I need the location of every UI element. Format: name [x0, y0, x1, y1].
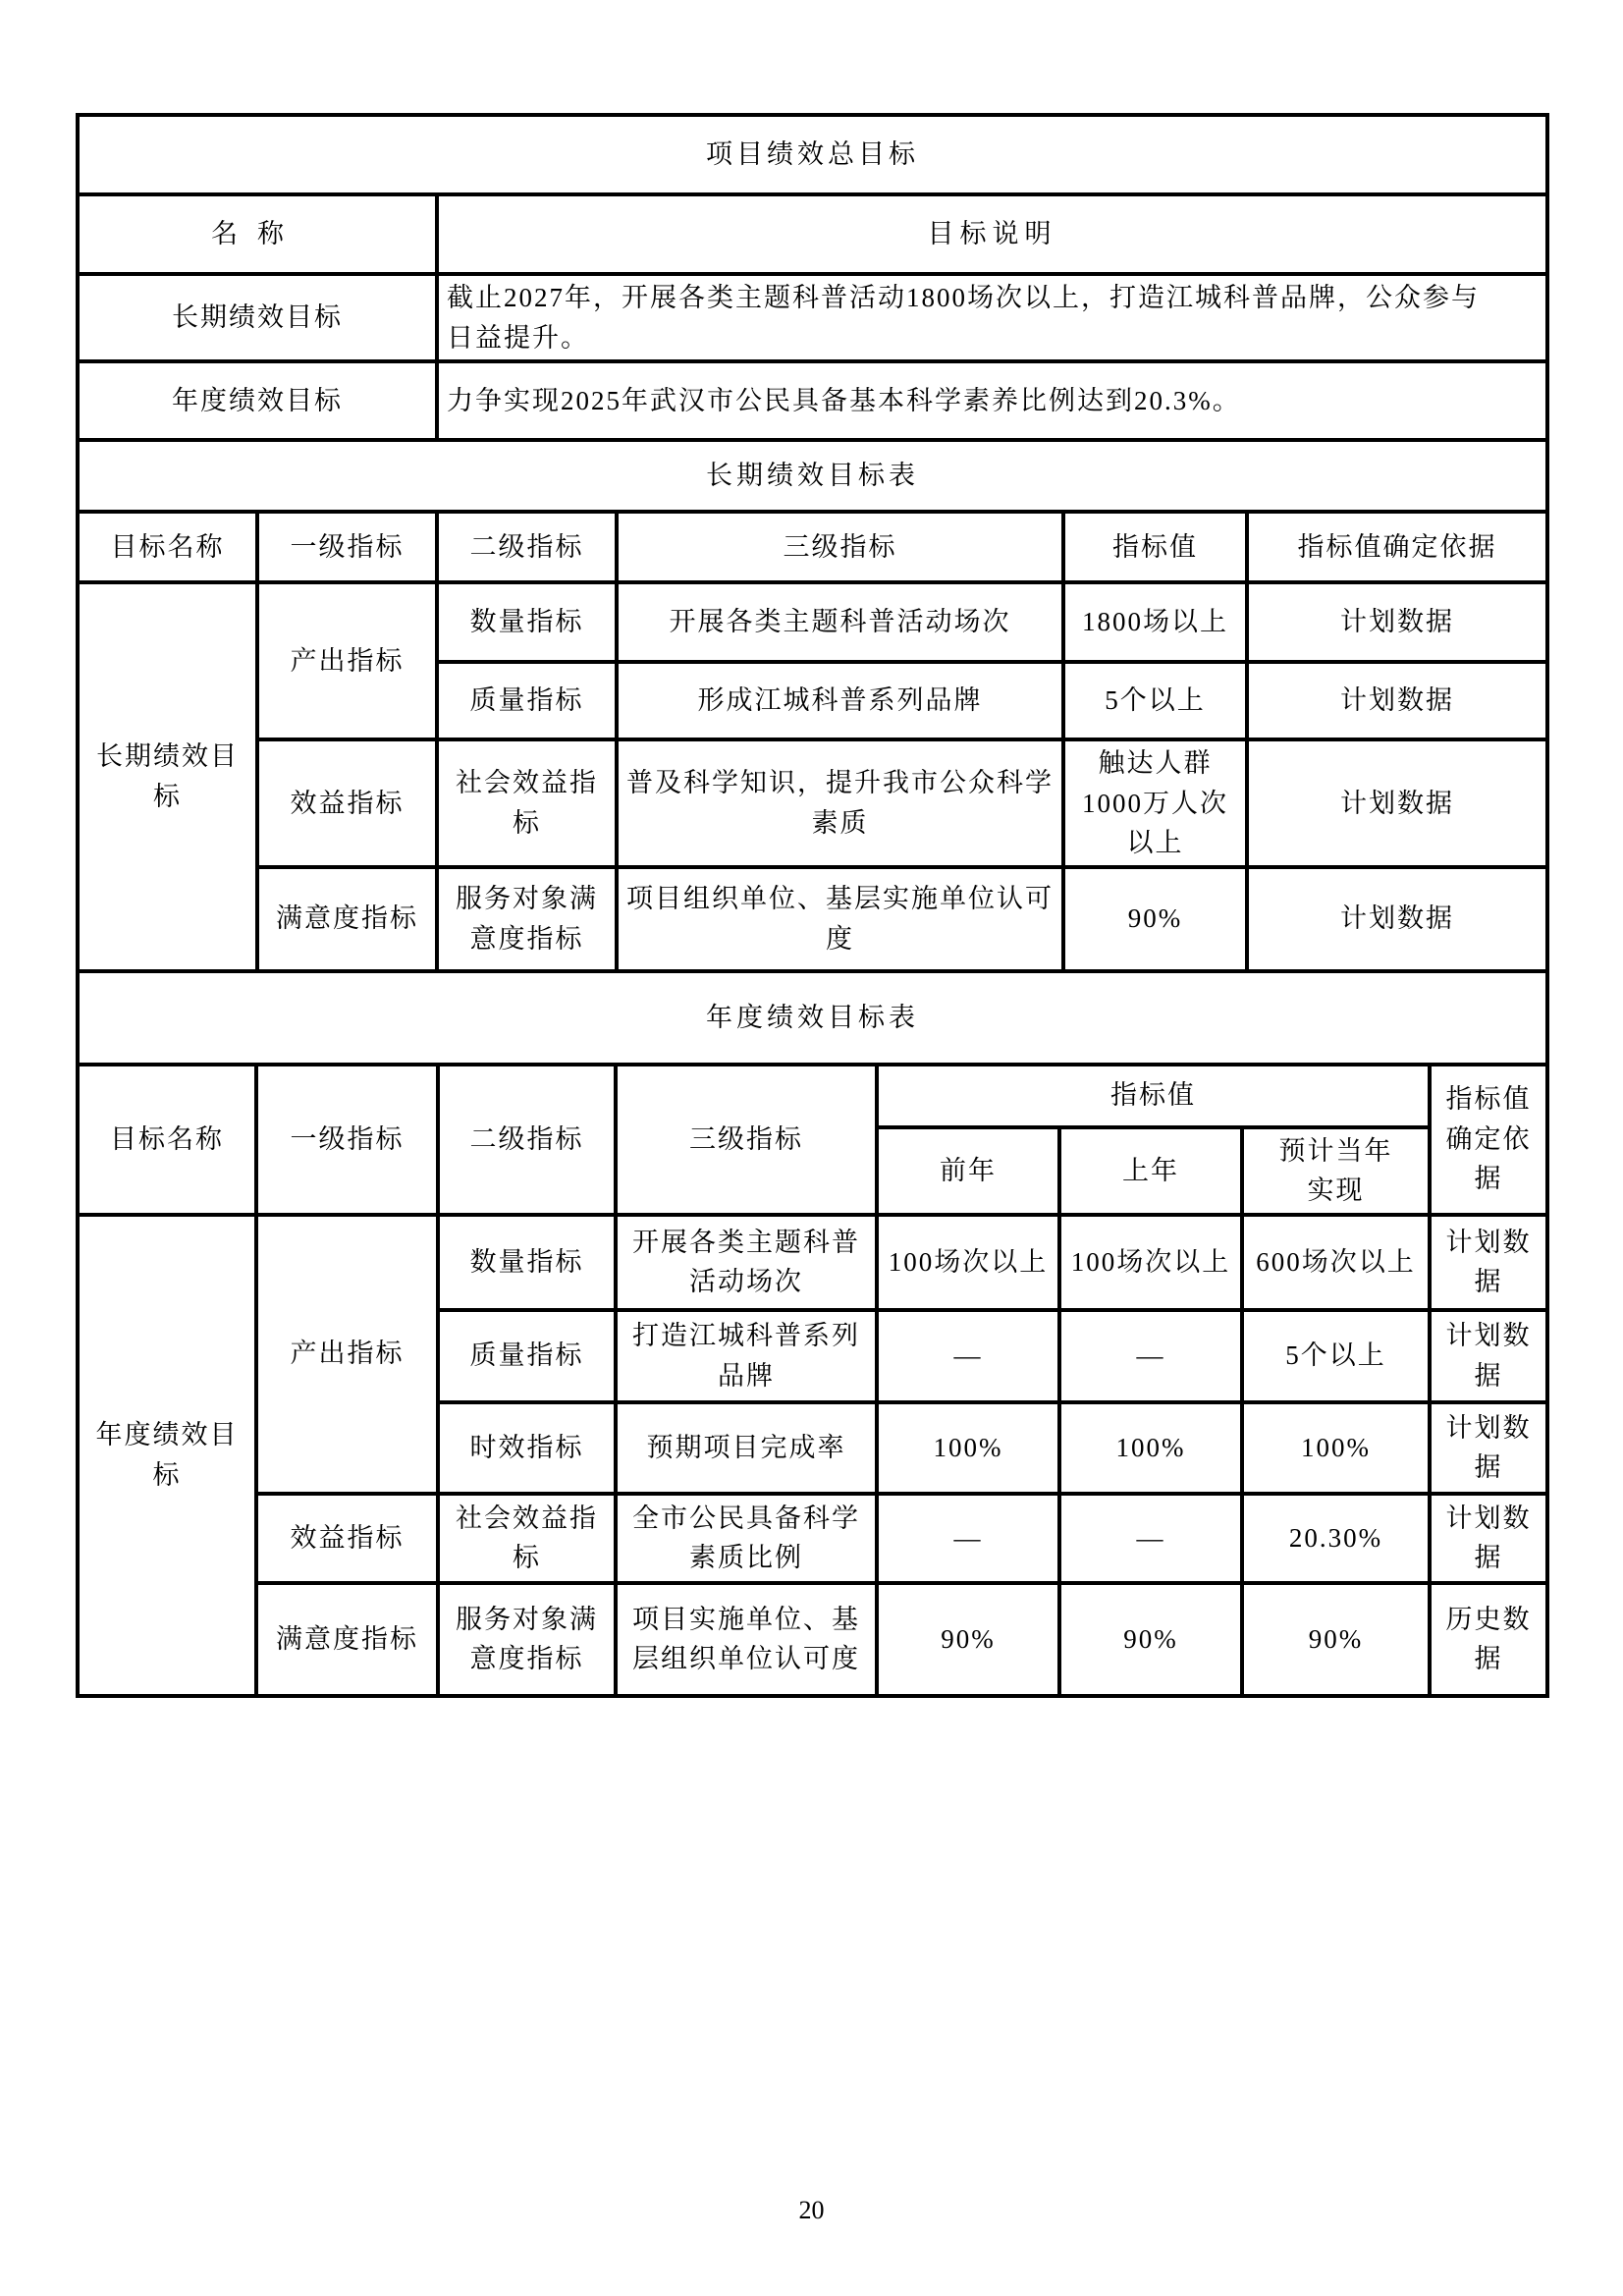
level1-benefit-cell: 效益指标: [256, 1494, 438, 1583]
col-header-level1: 一级指标: [257, 512, 437, 582]
level3-cell: 形成江城科普系列品牌: [617, 662, 1063, 739]
basis-cell: 计划数据: [1430, 1215, 1547, 1310]
level3-cell: 全市公民具备科学素质比例: [616, 1494, 877, 1583]
level2-cell: 数量指标: [438, 1215, 616, 1310]
level1-output-cell: 产出指标: [256, 1215, 438, 1494]
value-year-before-last-cell: —: [877, 1494, 1059, 1583]
col-header-goal-name: 目标名称: [78, 1065, 256, 1215]
level3-cell: 预期项目完成率: [616, 1402, 877, 1494]
level2-cell: 服务对象满意度指标: [438, 1583, 616, 1696]
annual-goal-name-cell: 年度绩效目标: [78, 361, 437, 440]
level1-output-cell: 产出指标: [257, 582, 437, 739]
value-current-year-cell: 5个以上: [1242, 1310, 1430, 1402]
longterm-table-title: 长期绩效目标表: [78, 440, 1547, 512]
value-year-before-last-cell: 90%: [877, 1583, 1059, 1696]
col-header-value: 指标值: [1063, 512, 1247, 582]
col-header-basis: 指标值确定依据: [1430, 1065, 1547, 1215]
value-cell: 触达人群1000万人次以上: [1063, 739, 1247, 867]
basis-cell: 计划数据: [1430, 1494, 1547, 1583]
basis-cell: 计划数据: [1247, 867, 1547, 971]
goal-name-cell: 长期绩效目标: [78, 582, 257, 971]
value-current-year-cell: 90%: [1242, 1583, 1430, 1696]
value-year-before-last-cell: 100场次以上: [877, 1215, 1059, 1310]
value-last-year-cell: 90%: [1059, 1583, 1242, 1696]
value-current-year-cell: 100%: [1242, 1402, 1430, 1494]
annual-goal-detail-table: [76, 969, 1549, 1698]
col-header-level2: 二级指标: [437, 512, 617, 582]
value-cell: 5个以上: [1063, 662, 1247, 739]
value-last-year-cell: —: [1059, 1494, 1242, 1583]
longterm-goal-description-cell: 截止2027年，开展各类主题科普活动1800场次以上，打造江城科普品牌，公众参与日益提升。: [437, 274, 1547, 361]
performance-goal-tables: [76, 113, 1545, 1698]
level2-cell: 社会效益指标: [438, 1494, 616, 1583]
basis-cell: 计划数据: [1247, 662, 1547, 739]
col-header-value-group: 指标值: [877, 1065, 1430, 1127]
col-header-level3: 三级指标: [617, 512, 1063, 582]
col-header-level1: 一级指标: [256, 1065, 438, 1215]
basis-cell: 计划数据: [1247, 739, 1547, 867]
level3-cell: 打造江城科普系列品牌: [616, 1310, 877, 1402]
level3-cell: 开展各类主题科普活动场次: [617, 582, 1063, 662]
annual-table-title: 年度绩效目标表: [78, 971, 1547, 1065]
overall-goal-table: [76, 113, 1549, 442]
goal-description-column-header: 目标说明: [437, 194, 1547, 274]
level3-cell: 项目组织单位、基层实施单位认可度: [617, 867, 1063, 971]
value-year-before-last-cell: —: [877, 1310, 1059, 1402]
overall-table-title: 项目绩效总目标: [78, 115, 1547, 194]
annual-goal-description-cell: 力争实现2025年武汉市公民具备基本科学素养比例达到20.3%。: [437, 361, 1547, 440]
level2-cell: 时效指标: [438, 1402, 616, 1494]
value-current-year-cell: 20.30%: [1242, 1494, 1430, 1583]
level2-cell: 质量指标: [438, 1310, 616, 1402]
col-header-current-year-estimate: 预计当年实现: [1242, 1127, 1430, 1215]
page-number: 20: [798, 2196, 825, 2224]
col-header-basis: 指标值确定依据: [1247, 512, 1547, 582]
col-header-year-before-last: 前年: [877, 1127, 1059, 1215]
level1-satisfaction-cell: 满意度指标: [257, 867, 437, 971]
col-header-last-year: 上年: [1059, 1127, 1242, 1215]
basis-cell: 计划数据: [1247, 582, 1547, 662]
level1-satisfaction-cell: 满意度指标: [256, 1583, 438, 1696]
goal-name-cell: 年度绩效目标: [78, 1215, 256, 1696]
level3-cell: 项目实施单位、基层组织单位认可度: [616, 1583, 877, 1696]
basis-cell: 计划数据: [1430, 1310, 1547, 1402]
col-header-goal-name: 目标名称: [78, 512, 257, 582]
level2-cell: 数量指标: [437, 582, 617, 662]
col-header-level3: 三级指标: [616, 1065, 877, 1215]
value-cell: 1800场以上: [1063, 582, 1247, 662]
level3-cell: 普及科学知识，提升我市公众科学素质: [617, 739, 1063, 867]
value-last-year-cell: 100%: [1059, 1402, 1242, 1494]
value-cell: 90%: [1063, 867, 1247, 971]
value-last-year-cell: —: [1059, 1310, 1242, 1402]
basis-cell: 历史数据: [1430, 1583, 1547, 1696]
longterm-goal-detail-table: [76, 438, 1549, 973]
longterm-goal-name-cell: 长期绩效目标: [78, 274, 437, 361]
value-current-year-cell: 600场次以上: [1242, 1215, 1430, 1310]
basis-cell: 计划数据: [1430, 1402, 1547, 1494]
value-year-before-last-cell: 100%: [877, 1402, 1059, 1494]
level3-cell: 开展各类主题科普活动场次: [616, 1215, 877, 1310]
level2-cell: 质量指标: [437, 662, 617, 739]
value-last-year-cell: 100场次以上: [1059, 1215, 1242, 1310]
name-column-header: 名称: [78, 194, 437, 274]
col-header-level2: 二级指标: [438, 1065, 616, 1215]
level1-benefit-cell: 效益指标: [257, 739, 437, 867]
level2-cell: 社会效益指标: [437, 739, 617, 867]
level2-cell: 服务对象满意度指标: [437, 867, 617, 971]
